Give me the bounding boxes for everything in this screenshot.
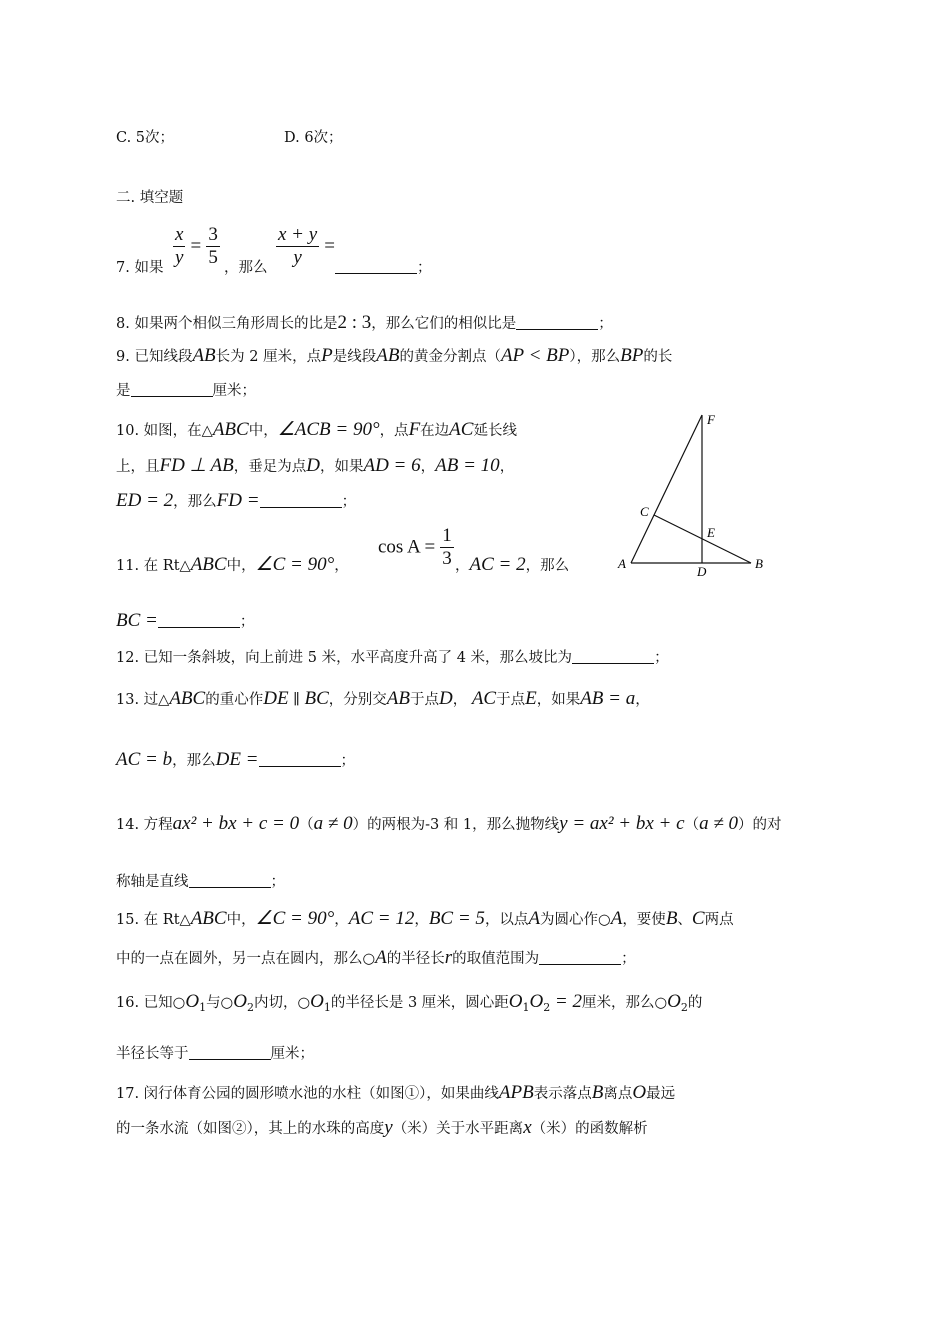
question-11-line-2: BC = ； (116, 610, 255, 631)
answer-blank[interactable] (539, 950, 621, 965)
label-c: C (640, 504, 649, 519)
triangle-figure (610, 408, 780, 578)
question-17-line-2: 的一条水流（如图②），其上的水珠的高度y（米）关于水平距离x（米）的函数解析 (116, 1117, 648, 1138)
label-d: D (697, 564, 707, 578)
question-11: 11. 在 Rt△ABC中，∠C = 90°， (116, 554, 349, 575)
q7-fraction-sum: $\frac{x + y}{y}$ = (278, 224, 335, 268)
question-14: 14. 方程ax² + bx + c = 0（a ≠ 0）的两根为-3 和 1，那么抛物线y = ax² + bx + c（a ≠ 0）的对 (116, 813, 782, 834)
label-f: F (707, 412, 715, 427)
question-13-line-2: AC = b，那么DE = ； (116, 749, 356, 770)
answer-blank[interactable] (158, 613, 240, 628)
q7-fraction-x-over-y: $\frac{x}{y}$ = $\frac{3}{5}$ (175, 224, 218, 268)
question-16-line-2: 半径长等于 厘米； (116, 1046, 314, 1062)
label-e: E (707, 525, 715, 540)
question-10-line-2: 上，且FD ⊥ AB，垂足为点D，如果AD = 6，AB = 10， (116, 455, 515, 476)
q6-option-d: D. 6次； (284, 130, 343, 146)
answer-blank[interactable] (189, 873, 271, 888)
question-10-line-3: ED = 2，那么FD = ； (116, 490, 357, 511)
question-14-line-2: 称轴是直线 ； (116, 874, 285, 890)
question-9-line-2: 是 厘米； (116, 383, 256, 399)
answer-blank[interactable] (131, 382, 213, 397)
label-a: A (618, 556, 626, 571)
question-7: 7. 如果 (116, 260, 164, 276)
answer-blank[interactable] (260, 493, 342, 508)
question-12: 12. 已知一条斜坡，向上前进 5 米，水平高度升高了 4 米，那么坡比为 ； (116, 650, 669, 666)
question-9: 9. 已知线段AB长为 2 厘米，点P是线段AB的黄金分割点（AP < BP），那么BP的长 (116, 345, 673, 366)
q6-option-c: C. 5次； (116, 130, 175, 146)
question-16: 16. 已知$○O_1$与$○O_2$内切，$○O_1$的半径长是 3 厘米，圆心距$O_1O_2 = 2$厘米，那么$○O_2$的 (116, 991, 703, 1014)
question-10: 10. 如图，在△ABC中，∠ACB = 90°，点F在边AC延长线 (116, 419, 517, 440)
answer-blank[interactable] (335, 259, 417, 274)
question-17: 17. 闵行体育公园的圆形喷水池的水柱（如图①），如果曲线APB表示落点B离点O最远 (116, 1082, 676, 1103)
answer-blank[interactable] (572, 649, 654, 664)
answer-blank[interactable] (516, 315, 598, 330)
question-11-tail: ，AC = 2，那么 (455, 554, 570, 575)
question-13: 13. 过△ABC的重心作DE ∥ BC，分别交AB于点D， AC于点E，如果AB = a， (116, 688, 650, 709)
question-15: 15. 在 Rt△ABC中，∠C = 90°，AC = 12，BC = 5，以点A为圆心作○A，要使B、C两点 (116, 908, 734, 929)
section-title: 二. 填空题 (116, 190, 184, 206)
question-8: 8. 如果两个相似三角形周长的比是2 : 3，那么它们的相似比是 ； (116, 312, 613, 333)
answer-blank[interactable] (259, 752, 341, 767)
segment-af (631, 415, 702, 563)
answer-blank[interactable] (189, 1045, 271, 1060)
label-b: B (755, 556, 763, 571)
question-15-line-2: 中的一点在圆外，另一点在圆内，那么○A的半径长r的取值范围为 ； (116, 947, 636, 968)
q7-then: ，那么 (224, 260, 268, 276)
q11-cos-expression: cos A = $\frac{1}{3}$ (378, 525, 452, 569)
q7-answer: ； (335, 258, 432, 278)
